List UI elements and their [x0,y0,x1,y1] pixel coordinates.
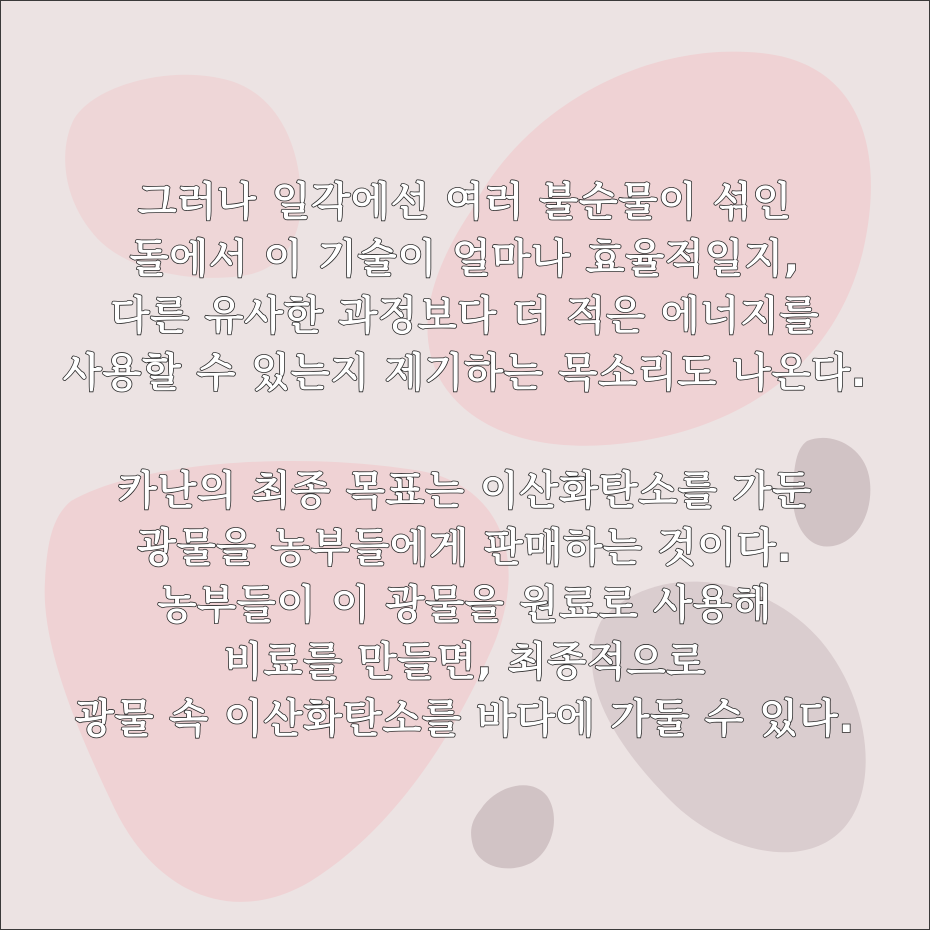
blob-gray-small-bottom [471,785,554,868]
paragraph-1-line-2: 돌에서 이 기술이 얼마나 효율적일지, [129,236,801,282]
paragraph-2-line-5: 광물 속 이산화탄소를 바다에 가둘 수 있다. [75,696,855,742]
paragraph-2 [1,463,929,748]
paragraph-1-line-3: 다른 유사한 과정보다 더 적은 에너지를 [110,293,820,339]
paragraph-2-line-3: 농부들이 이 광물을 원료로 사용해 [157,582,773,628]
paragraph-1-line-1: 그러나 일각에선 여러 불순물이 섞인 [137,179,793,225]
paragraph-2-line-1: 카난의 최종 목표는 이산화탄소를 가둔 [118,468,812,514]
paragraph-2-line-2: 광물을 농부들에게 판매하는 것이다. [137,525,793,571]
paragraph-1-line-4: 사용할 수 있는지 제기하는 목소리도 나온다. [62,350,868,396]
paragraph-1 [1,174,929,402]
paragraph-2-line-4: 비료를 만들면, 최종적으로 [223,639,707,685]
